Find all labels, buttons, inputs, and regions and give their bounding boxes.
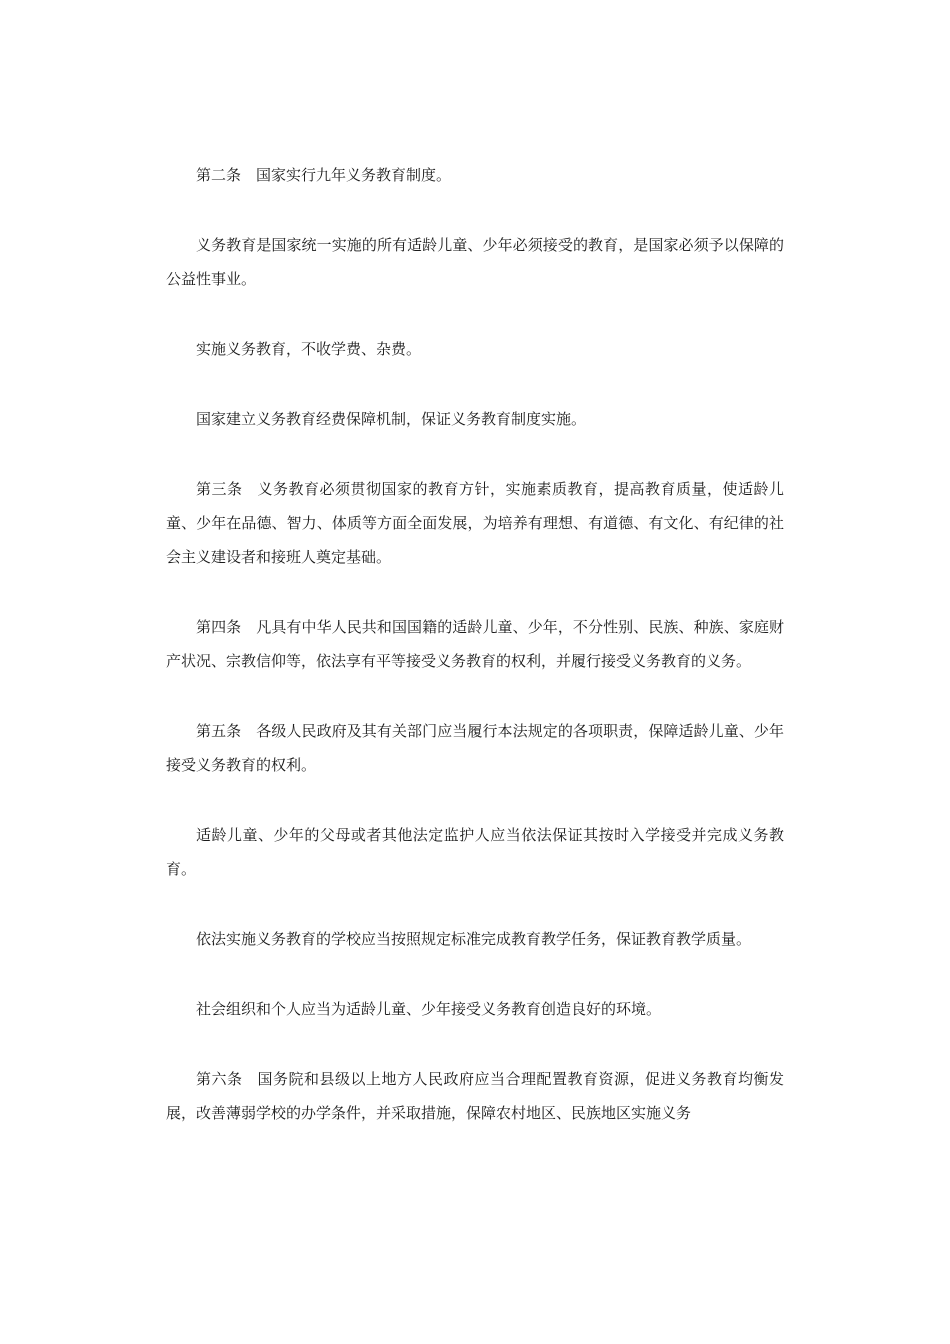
article-4-paragraph <box>166 610 784 678</box>
article-label: 第五条 <box>196 722 242 740</box>
document-page <box>166 158 784 1166</box>
article-label: 第二条 <box>196 166 242 184</box>
paragraph <box>166 402 784 436</box>
article-5-paragraph <box>166 714 784 782</box>
paragraph <box>166 992 784 1026</box>
article-2-paragraph <box>166 158 784 192</box>
paragraph-text: 义务教育必须贯彻国家的教育方针，实施素质教育，提高教育质量，使适龄儿童、少年在品德、智力、体质等方面全面发展，为培养有理想、有道德、有文化、有纪律的社会主义建设者和接班人奠定基础。 <box>166 480 784 566</box>
article-label: 第三条 <box>196 480 243 498</box>
paragraph-text: 依法实施义务教育的学校应当按照规定标准完成教育教学任务，保证教育教学质量。 <box>196 930 752 948</box>
article-label: 第四条 <box>196 618 242 636</box>
paragraph-text: 实施义务教育，不收学费、杂费。 <box>196 340 422 358</box>
paragraph-text: 国家建立义务教育经费保障机制，保证义务教育制度实施。 <box>196 410 587 428</box>
paragraph-text: 凡具有中华人民共和国国籍的适龄儿童、少年，不分性别、民族、种族、家庭财产状况、宗教信仰等，依法享有平等接受义务教育的权利，并履行接受义务教育的义务。 <box>166 618 784 670</box>
paragraph <box>166 922 784 956</box>
paragraph <box>166 332 784 366</box>
article-label: 第六条 <box>196 1070 243 1088</box>
article-3-paragraph <box>166 472 784 574</box>
paragraph-text: 社会组织和个人应当为适龄儿童、少年接受义务教育创造良好的环境。 <box>196 1000 662 1018</box>
paragraph-text: 适龄儿童、少年的父母或者其他法定监护人应当依法保证其按时入学接受并完成义务教育。 <box>166 826 784 878</box>
paragraph-text: 义务教育是国家统一实施的所有适龄儿童、少年必须接受的教育，是国家必须予以保障的公益性事业。 <box>166 236 784 288</box>
paragraph-text: 各级人民政府及其有关部门应当履行本法规定的各项职责，保障适龄儿童、少年接受义务教育的权利。 <box>166 722 784 774</box>
paragraph-text: 国务院和县级以上地方人民政府应当合理配置教育资源，促进义务教育均衡发展，改善薄弱学校的办学条件，并采取措施，保障农村地区、民族地区实施义务 <box>166 1070 784 1122</box>
paragraph <box>166 228 784 296</box>
article-6-paragraph <box>166 1062 784 1130</box>
paragraph-text: 国家实行九年义务教育制度。 <box>256 166 452 184</box>
paragraph <box>166 818 784 886</box>
